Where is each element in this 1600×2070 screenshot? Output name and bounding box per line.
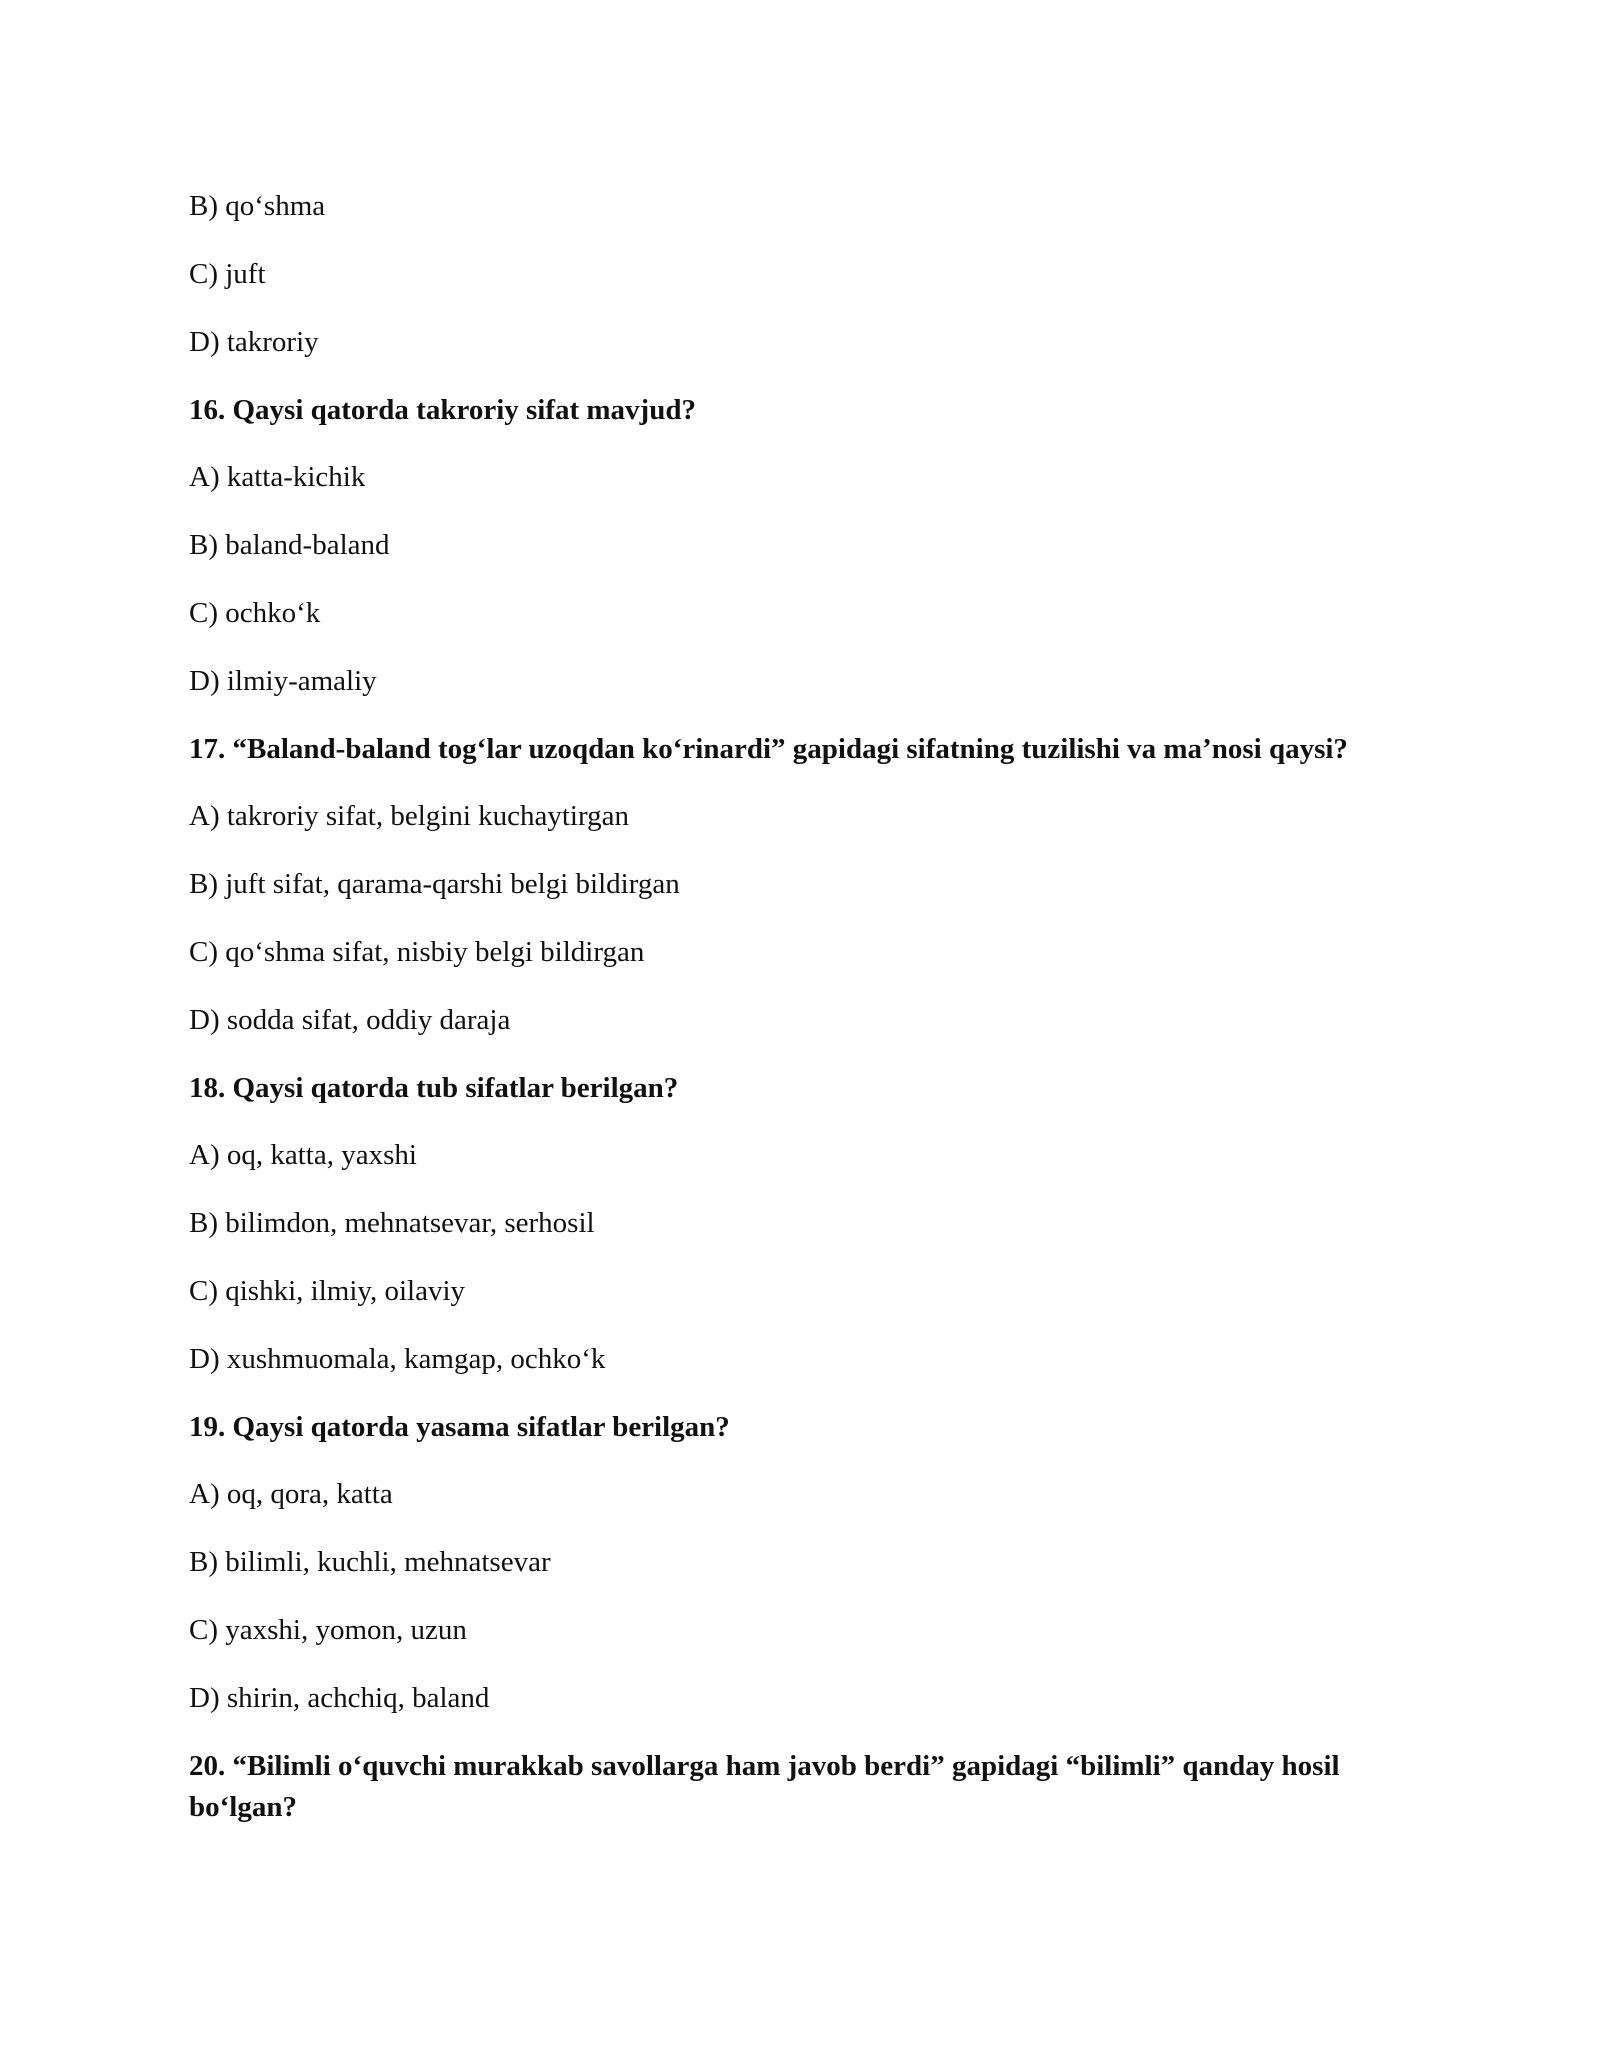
answer-option: C) qishki, ilmiy, oilaviy (189, 1275, 466, 1307)
answer-option: C) ochko‘k (189, 597, 321, 629)
question-heading: 16. Qaysi qatorda takroriy sifat mavjud? (189, 394, 696, 426)
answer-option: B) bilimdon, mehnatsevar, serhosil (189, 1207, 595, 1239)
answer-option: A) katta-kichik (189, 461, 366, 493)
answer-option: A) takroriy sifat, belgini kuchaytirgan (189, 800, 629, 832)
answer-option: B) juft sifat, qarama-qarshi belgi bildirgan (189, 868, 680, 900)
answer-option: A) oq, qora, katta (189, 1478, 393, 1510)
answer-option: D) takroriy (189, 326, 319, 358)
answer-option: C) qo‘shma sifat, nisbiy belgi bildirgan (189, 936, 645, 968)
answer-option: D) sodda sifat, oddiy daraja (189, 1004, 511, 1036)
question-heading: 18. Qaysi qatorda tub sifatlar berilgan? (189, 1072, 679, 1104)
document-content (189, 186, 1419, 1854)
question-heading: 20. “Bilimli o‘quvchi murakkab savollarga ham javob berdi” gapidagi “bilimli” qanday hosil bo‘lgan? (189, 1750, 1340, 1823)
question-heading: 19. Qaysi qatorda yasama sifatlar berilgan? (189, 1411, 730, 1443)
answer-option: B) bilimli, kuchli, mehnatsevar (189, 1546, 551, 1578)
answer-option: A) oq, katta, yaxshi (189, 1139, 417, 1171)
answer-option: B) baland-baland (189, 529, 390, 561)
answer-option: D) ilmiy-amaliy (189, 665, 377, 697)
answer-option: C) juft (189, 258, 266, 290)
question-heading: 17. “Baland-baland tog‘lar uzoqdan ko‘rinardi” gapidagi sifatning tuzilishi va ma’nosi qaysi? (189, 733, 1348, 765)
answer-option: D) xushmuomala, kamgap, ochko‘k (189, 1343, 606, 1375)
answer-option: B) qo‘shma (189, 190, 326, 222)
answer-option: C) yaxshi, yomon, uzun (189, 1614, 467, 1646)
answer-option: D) shirin, achchiq, baland (189, 1682, 490, 1714)
